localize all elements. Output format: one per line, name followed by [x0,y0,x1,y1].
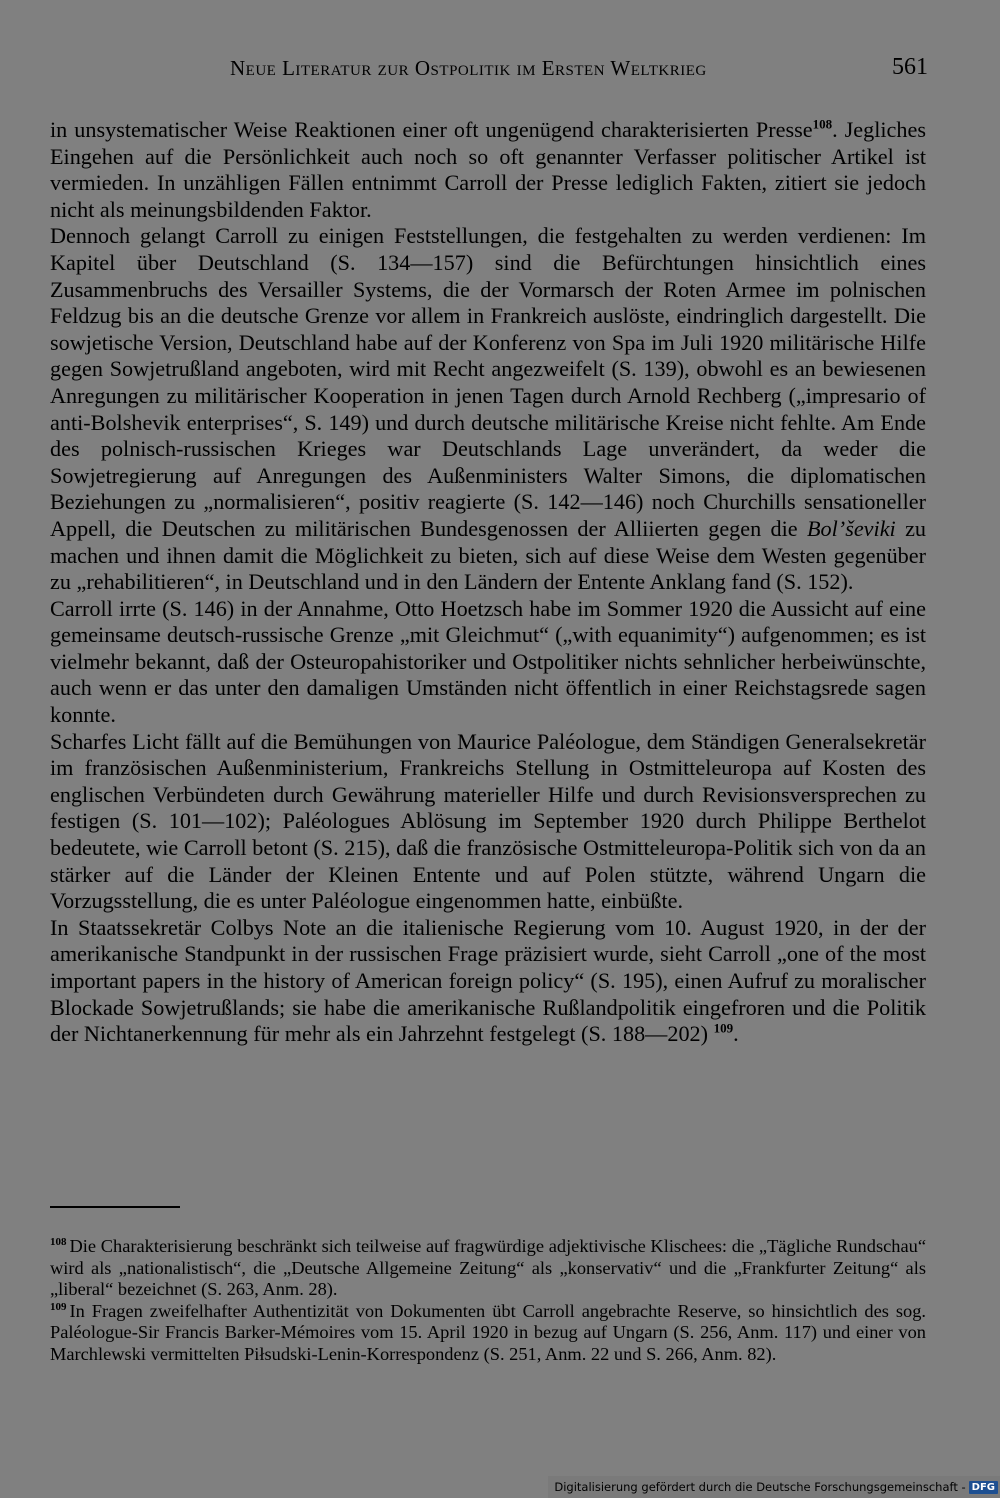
footnote-number: 109 [50,1300,67,1313]
footnote-number: 108 [50,1235,67,1248]
footnote-text: In Fragen zweifelhafter Authentizität von Dokumenten übt Carroll angebrachte Reserve, so hinsichtlich des sog. Paléologue-Sir Francis Barker-Mémoires vom 15. April 1920 in bezug auf Ungarn (S. 256, Anm. 117) und einer von Marchlewski vermittelten Piłsudski-Lenin-Korrespondenz (S. 251, Anm. 22 und S. 266, Anm. 82). [50,1300,926,1364]
digitization-credit [548,1476,1000,1498]
paragraph-1: in unsystematischer Weise Reaktionen einer oft ungenügend charakterisierten Presse$^{108}$. Jegliches Eingehen auf die Persönlichkeit auch noch so oft genannter Verfasser politischer Artikel ist vermieden. In unzähligen Fällen entnimmt Carroll der Presse lediglich Fakten, zitiert sie jedoch nicht als meinungsbildenden Faktor. [50,116,926,222]
footnote-separator [50,1206,180,1208]
footnote-reference-109[interactable]: 109 [713,1020,734,1036]
page-header [50,56,928,86]
digitization-text: Digitalisierung gefördert durch die Deutsche Forschungsgemeinschaft - [554,1480,966,1494]
footnotes [50,1236,926,1366]
footnote-text: Die Charakterisierung beschränkt sich teilweise auf fragwürdige adjektivische Klischees: die „Tägliche Rundschau“ wird als „nationalistisch“, die „Deutsche Allgemeine Zeitung“ als „konservativ“ und die „Frankfurter Zeitung“ als „liberal“ bezeichnet (S. 263, Anm. 28). [50,1236,926,1300]
paragraph-4: Scharfes Licht fällt auf die Bemühungen von Maurice Paléologue, dem Ständigen Generalsekretär im französischen Außenministerium, Frankreichs Stellung in Ostmitteleuropa auf Kosten des englischen Verbündeten durch Gewährung materieller Hilfe und durch Revisionsversprechen zu festigen (S. 101—102); Paléologues Ablösung im September 1920 durch Philippe Berthelot bedeutete, wie Carroll betont (S. 215), daß die französische Ostmitteleuropa-Politik sich von da an stärker auf die Länder der Kleinen Entente und auf Polen stützte, während Ungarn die Vorzugsstellung, die es unter Paléologue eingenommen hatte, einbüßte. [50,728,926,914]
footnote-109 [50,1301,926,1366]
italic-term: Bol’ševiki [807,515,896,541]
page-number: 561 [892,54,928,80]
paragraph-5: In Staatssekretär Colbys Note an die italienische Regierung vom 10. August 1920, in der der amerikanische Standpunkt in der russischen Frage präzisiert wurde, sieht Carroll „one of the most important papers in the history of American foreign policy“ (S. 195), einen Aufruf zu moralischer Blockade Sowjetrußlands; sie habe die amerikanische Rußlandpolitik eingefroren und die Politik der Nichtanerkennung für mehr als ein Jahrzehnt festgelegt (S. 188—202) $^{109}$. [50,914,926,1047]
running-title: Neue Literatur zur Ostpolitik im Ersten Weltkrieg [230,56,707,80]
paragraph-3: Carroll irrte (S. 146) in der Annahme, Otto Hoetzsch habe im Sommer 1920 die Aussicht auf eine gemeinsame deutsch-russische Grenze „mit Gleichmut“ („with equanimity“) aufgenommen; es ist vielmehr bekannt, daß der Osteuropahistoriker und Ostpolitiker nichts sehnlicher herbeiwünschte, auch wenn er das unter den damaligen Umständen nicht öffentlich in einer Reichstagsrede sagen konnte. [50,595,926,728]
body-text [50,117,926,1048]
footnote-reference-108[interactable]: 108 [812,116,833,132]
dfg-logo: DFG [969,1481,998,1494]
paragraph-2: Dennoch gelangt Carroll zu einigen Feststellungen, die festgehalten zu werden verdienen: Im Kapitel über Deutschland (S. 134—157) sind die Befürchtungen hinsichtlich eines Zusammenbruchs des Versailler Systems, die der Vormarsch der Roten Armee im polnischen Feldzug bis an die deutsche Grenze vor allem in Frankreich auslöste, eindringlich dargestellt. Die sowjetische Version, Deutschland habe auf der Konferenz von Spa im Juli 1920 militärische Hilfe gegen Sowjetrußland angeboten, wird mit Recht angezweifelt (S. 139), obwohl es an bewiesenen Anregungen zu militärischer Kooperation in jenen Tagen durch Arnold Rechberg („impresario of anti-Bolshevik enterprises“, S. 149) und durch deutsche militärische Kreise nicht fehlte. Am Ende des polnisch-russischen Krieges war Deutschlands Lage unverändert, da weder die Sowjetregierung auf Anregungen des Außenministers Walter Simons, die diplomatischen Beziehungen zu „normalisieren“, positiv reagierte (S. 142—146) noch Churchills sensationeller Appell, die Deutschen zu militärischen Bundesgenossen der Alliierten gegen die Bol’ševiki zu machen und ihnen damit die Möglichkeit zu bieten, sich auf diese Weise dem Westen gegenüber zu „rehabilitieren“, in Deutschland und in den Ländern der Entente Anklang fand (S. 152). [50,223,927,595]
footnote-108 [50,1236,926,1301]
